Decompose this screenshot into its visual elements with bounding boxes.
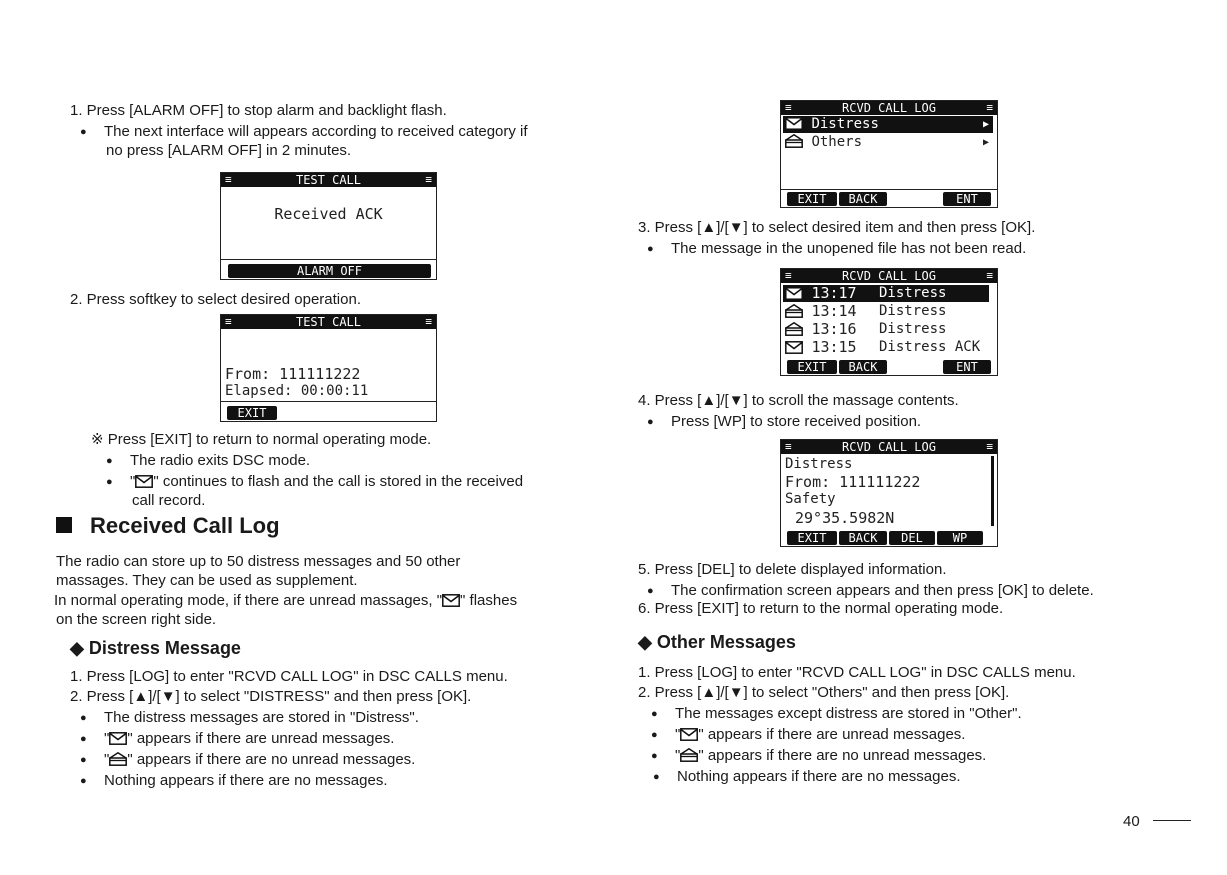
distress-bullet-1: ● The distress messages are stored in "Distress".: [104, 708, 419, 727]
rcvd-call-log-menu-screen: [780, 100, 998, 208]
back-softkey[interactable]: BACK: [839, 192, 887, 206]
distress-bullet-3-text: " appears if there are no unread messages.: [127, 751, 416, 768]
detail-priority: Safety: [785, 491, 836, 507]
envelope-icon: [785, 117, 803, 130]
note-bullet-2: [130, 472, 523, 491]
log-time: 13:14: [811, 302, 857, 320]
menu-icon: ≡: [225, 315, 232, 328]
step-5: 5. Press [DEL] to delete displayed information.: [638, 561, 947, 578]
screen-title: RCVD CALL LOG: [842, 101, 936, 115]
menu-icon: ≡: [785, 269, 792, 282]
test-call-ack-screen: [220, 172, 437, 280]
del-softkey[interactable]: DEL: [889, 531, 935, 545]
rcvd-call-log-list-screen: [780, 268, 998, 376]
note: ※ Press [EXIT] to return to normal operating mode.: [91, 431, 432, 448]
log-type: Distress: [879, 303, 947, 319]
step-5-bullet: ● The confirmation screen appears and then press [OK] to delete.: [671, 581, 1094, 600]
menu-icon: ≡: [225, 173, 232, 186]
menu-icon: ≡: [425, 173, 432, 186]
distress-bullet-2-text: " appears if there are unread messages.: [127, 730, 395, 747]
others-bullet-2-text: " appears if there are unread messages.: [698, 726, 966, 743]
others-bullet-2: ● " " appears if there are unread messages.: [675, 725, 965, 744]
paragraph-2-text: In normal operating mode, if there are unread massages, ": [54, 592, 443, 609]
screen-title: TEST CALL: [295, 173, 362, 187]
open-envelope-icon: [785, 304, 803, 318]
envelope-icon: [135, 475, 153, 488]
elapsed-line: Elapsed: 00:00:11: [225, 383, 369, 399]
step-2: 2. Press softkey to select desired operation.: [70, 291, 361, 308]
envelope-icon: [785, 341, 803, 354]
log-type: Distress: [879, 321, 947, 337]
scrollbar[interactable]: [991, 456, 994, 526]
step-3-bullet: ● The message in the unopened file has not been read.: [671, 239, 1026, 258]
distress-subtitle-text: Distress Message: [88, 638, 241, 658]
distress-bullet-2: ● " " appears if there are unread messages.: [104, 729, 394, 748]
log-row[interactable]: [783, 321, 989, 338]
note-bullet-2-text: " continues to flash and the call is stored in the received: [153, 473, 524, 490]
open-envelope-icon: [785, 322, 803, 336]
menu-icon: ≡: [785, 440, 792, 453]
page-number: 40: [1123, 813, 1140, 830]
paragraph-2-text-end: " flashes: [460, 592, 518, 609]
distress-subtitle: [70, 638, 241, 659]
step-6: 6. Press [EXIT] to return to the normal operating mode.: [638, 600, 1004, 617]
log-time: 13:15: [811, 338, 857, 356]
from-line: From: 111111222: [225, 365, 361, 383]
paragraph-2: [54, 591, 517, 610]
test-call-elapsed-screen: [220, 314, 437, 422]
step-4: 4. Press [▲]/[▼] to scroll the massage contents.: [638, 392, 959, 409]
menu-icon: ≡: [785, 101, 792, 114]
envelope-icon: [680, 728, 698, 741]
paragraph-1: The radio can store up to 50 distress messages and 50 other: [56, 553, 461, 570]
distress-bullet-4: ● Nothing appears if there are no messages.: [104, 771, 388, 790]
log-time: 13:16: [811, 320, 857, 338]
screen-message: Received ACK: [274, 205, 383, 223]
menu-item-others-label: Others: [811, 134, 863, 150]
screen-title: TEST CALL: [295, 315, 362, 329]
log-time: 13:17: [811, 284, 857, 302]
envelope-icon: [785, 287, 803, 300]
diamond-icon: ◆: [638, 632, 652, 652]
open-envelope-icon: [785, 134, 803, 148]
detail-position: 29°35.5982N: [795, 509, 895, 527]
step-4-bullet: ● Press [WP] to store received position.: [671, 412, 921, 431]
screen-title: RCVD CALL LOG: [842, 269, 936, 283]
screen-title: RCVD CALL LOG: [842, 440, 936, 454]
back-softkey[interactable]: BACK: [839, 531, 887, 545]
exit-softkey[interactable]: EXIT: [787, 360, 837, 374]
log-row[interactable]: [783, 339, 989, 356]
note-bullet-2-cont: call record.: [132, 492, 206, 509]
log-type: Distress ACK: [879, 339, 981, 355]
log-row[interactable]: [783, 303, 989, 320]
others-bullet-3: ● " " appears if there are no unread messages.: [675, 746, 986, 765]
menu-item-others[interactable]: [783, 134, 993, 151]
log-row[interactable]: [783, 285, 989, 302]
quote: ": [130, 473, 136, 490]
ent-softkey[interactable]: ENT: [943, 360, 991, 374]
arrow-right-icon: ▶: [982, 137, 989, 148]
step-3: 3. Press [▲]/[▼] to select desired item and then press [OK].: [638, 219, 1036, 236]
paragraph-2-cont: on the screen right side.: [56, 611, 217, 628]
wp-softkey[interactable]: WP: [937, 531, 983, 545]
alarm-off-softkey[interactable]: ALARM OFF: [228, 264, 431, 278]
back-softkey[interactable]: BACK: [839, 360, 887, 374]
step-1-bullet: ● The next interface will appears according to received category if: [104, 122, 528, 141]
exit-softkey[interactable]: EXIT: [787, 531, 837, 545]
menu-icon: ≡: [986, 101, 993, 114]
open-envelope-icon: [680, 748, 698, 762]
page-number-rule: [1153, 820, 1191, 821]
ent-softkey[interactable]: ENT: [943, 192, 991, 206]
envelope-icon: [442, 594, 460, 607]
others-subtitle: [638, 632, 796, 653]
diamond-icon: ◆: [70, 638, 84, 658]
others-bullet-4: ● Nothing appears if there are no messages.: [677, 767, 961, 786]
paragraph-1-cont: massages. They can be used as supplement.: [56, 572, 358, 589]
step-1-bullet-cont: no press [ALARM OFF] in 2 minutes.: [106, 142, 352, 159]
others-bullet-1: ● The messages except distress are stored in "Other".: [675, 704, 1022, 723]
others-bullet-3-text: " appears if there are no unread messages.: [698, 747, 987, 764]
detail-from: From: 111111222: [785, 473, 921, 491]
arrow-right-icon: ▶: [982, 119, 989, 130]
section-square-icon: [56, 517, 72, 533]
step-1: 1. Press [ALARM OFF] to stop alarm and backlight flash.: [70, 102, 447, 119]
distress-step-1: 1. Press [LOG] to enter "RCVD CALL LOG" in DSC CALLS menu.: [70, 668, 508, 685]
open-envelope-icon: [109, 752, 127, 766]
others-step-1: 1. Press [LOG] to enter "RCVD CALL LOG" in DSC CALLS menu.: [638, 664, 1076, 681]
rcvd-call-detail-screen: [780, 439, 998, 547]
section-title: Received Call Log: [90, 513, 280, 538]
menu-item-distress-label: Distress: [811, 116, 879, 132]
note-bullet-1: ● The radio exits DSC mode.: [130, 451, 310, 470]
exit-softkey[interactable]: EXIT: [227, 406, 277, 420]
menu-icon: ≡: [986, 269, 993, 282]
exit-softkey[interactable]: EXIT: [787, 192, 837, 206]
others-subtitle-text: Other Messages: [656, 632, 796, 652]
menu-item-distress[interactable]: [783, 116, 993, 133]
others-step-2: 2. Press [▲]/[▼] to select "Others" and then press [OK].: [638, 684, 1010, 701]
envelope-icon: [109, 732, 127, 745]
log-type: Distress: [879, 285, 947, 301]
menu-icon: ≡: [425, 315, 432, 328]
detail-category: Distress: [785, 456, 853, 472]
menu-icon: ≡: [986, 440, 993, 453]
distress-step-2: 2. Press [▲]/[▼] to select "DISTRESS" and then press [OK].: [70, 688, 472, 705]
distress-bullet-3: ● " " appears if there are no unread messages.: [104, 750, 415, 769]
